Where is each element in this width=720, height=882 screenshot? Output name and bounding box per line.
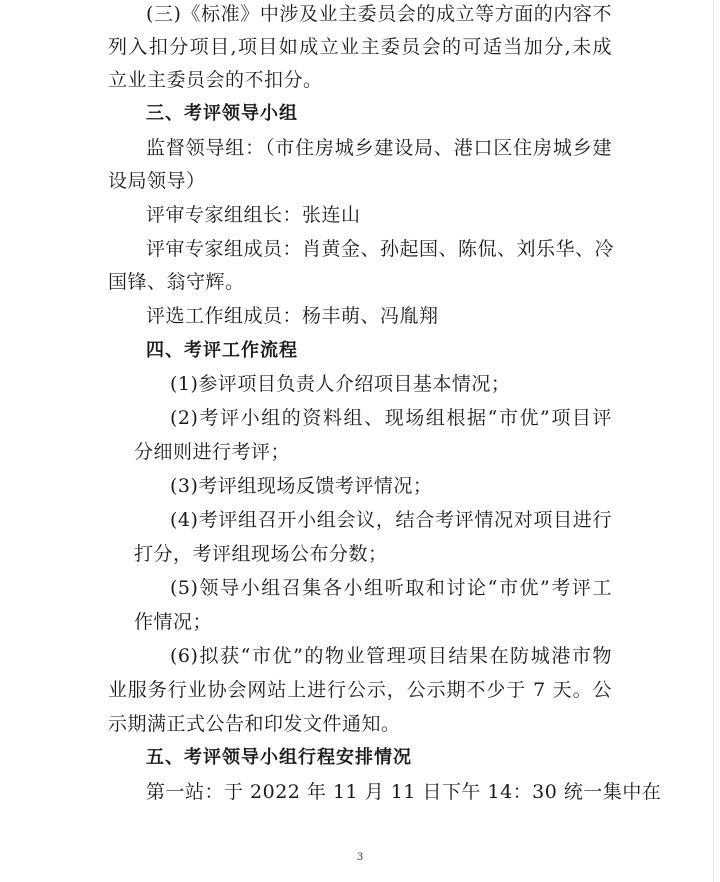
text-line: (2)考评小组的资料组、现场组根据“市优”项目评	[170, 407, 612, 429]
text-line: (5)领导小组召集各小组听取和讨论“市优”考评工	[170, 577, 612, 599]
text-line: (4)考评组召开小组会议，结合考评情况对项目进行	[170, 509, 612, 531]
section-heading: 四、考评工作流程	[146, 340, 298, 361]
text-line: 列入扣分项目,项目如成立业主委员会的可适当加分,未成	[108, 36, 612, 58]
text-line: 评选工作组成员：杨丰萌、冯胤翔	[146, 305, 439, 327]
text-line: 评审专家组成员：肖黄金、孙起国、陈侃、刘乐华、冷	[146, 238, 615, 260]
text-line: 评审专家组组长：张连山	[146, 204, 361, 226]
text-line: 业服务行业协会网站上进行公示，公示期不少于 7 天。公	[108, 679, 612, 701]
text-line: 监督领导组：（市住房城乡建设局、港口区住房城乡建	[146, 137, 612, 159]
section-heading: 五、考评领导小组行程安排情况	[146, 747, 412, 768]
text-line: 分细则进行考评；	[134, 441, 291, 463]
text-line: 示期满正式公告和印发文件通知。	[108, 713, 401, 735]
text-line: 第一站：于 2022 年 11 月 11 日下午 14：30 统一集中在	[146, 781, 662, 803]
text-line: (三)《标准》中涉及业主委员会的成立等方面的内容不	[146, 3, 612, 25]
text-line: 设局领导）	[108, 170, 206, 192]
text-line: (1)参评项目负责人介绍项目基本情况；	[170, 373, 511, 395]
page-number: 3	[356, 852, 364, 863]
text-line: 国锋、翁守辉。	[108, 271, 245, 293]
text-line: 立业主委员会的不扣分。	[108, 69, 323, 91]
text-line: (6)拟获“市优”的物业管理项目结果在防城港市物	[170, 645, 612, 667]
text-line: (3)考评组现场反馈考评情况；	[170, 475, 433, 497]
page-edge	[713, 0, 720, 882]
text-line: 打分，考评组现场公布分数；	[134, 543, 388, 565]
section-heading: 三、考评领导小组	[146, 103, 298, 124]
text-line: 作情况；	[134, 611, 213, 633]
